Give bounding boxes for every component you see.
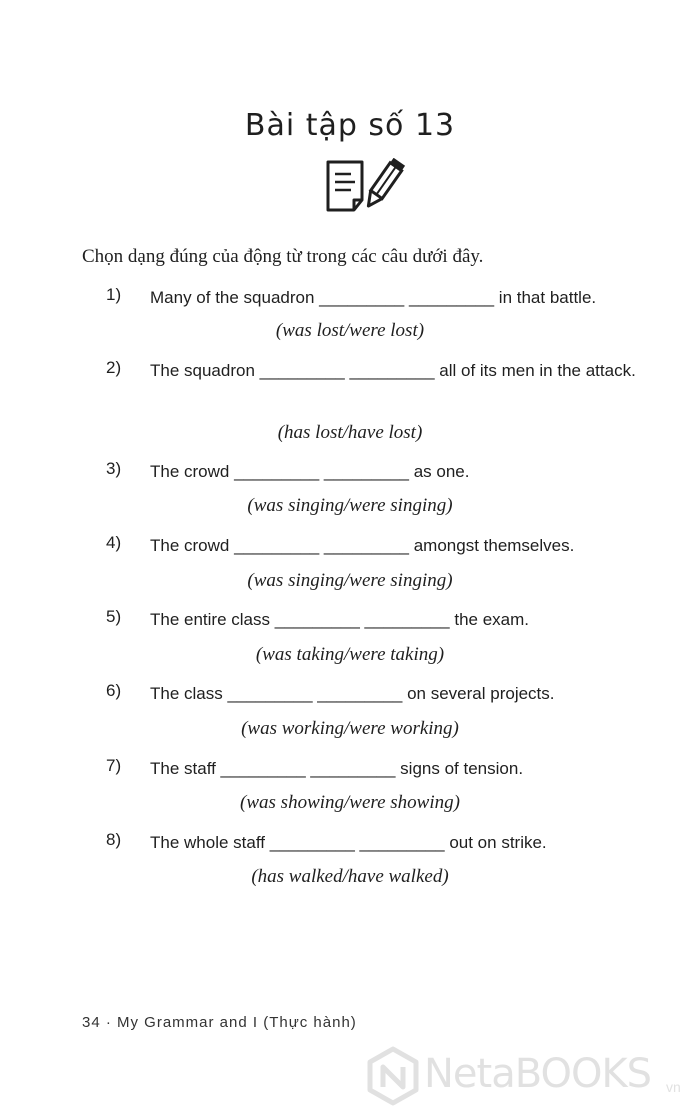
item-hint: (was singing/were singing) — [247, 570, 453, 591]
item-number: 3) — [106, 459, 122, 478]
item-number: 6) — [106, 681, 122, 700]
exercise-title: Bài tập số 13 — [244, 108, 456, 143]
publisher-logo-icon — [366, 1045, 420, 1107]
item-number: 5) — [106, 607, 122, 626]
item-hint: (has walked/have walked) — [251, 866, 449, 887]
item-number: 2) — [106, 358, 122, 377]
instruction-text: Chọn dạng đúng của động từ trong các câu dưới đây. — [82, 246, 484, 267]
item-number: 7) — [106, 756, 122, 775]
watermark-suffix: vn — [666, 1079, 681, 1095]
item-sentence: The entire class _________ _________ the exam. — [150, 610, 529, 629]
item-hint: (was working/were working) — [241, 718, 459, 739]
page-footer: 34 · My Grammar and I (Thực hành) — [82, 1014, 357, 1031]
item-sentence: The crowd _________ _________ as one. — [150, 462, 470, 481]
item-number: 1) — [106, 285, 122, 304]
publisher-watermark — [366, 1045, 696, 1111]
item-hint: (was showing/were showing) — [240, 792, 460, 813]
item-sentence: Many of the squadron _________ _________ in that battle. — [150, 288, 597, 307]
watermark-text: NetaBOOKS — [424, 1051, 652, 1097]
document-pencil-icon — [318, 158, 406, 216]
item-number: 8) — [106, 830, 122, 849]
item-hint: (was taking/were taking) — [255, 644, 445, 665]
item-hint: (was singing/were singing) — [247, 495, 453, 516]
item-number: 4) — [106, 533, 122, 552]
item-sentence: The class _________ _________ on several projects. — [150, 684, 555, 703]
item-sentence: The whole staff _________ _________ out on strike. — [150, 833, 547, 852]
item-sentence: The staff _________ _________ signs of tension. — [150, 759, 524, 778]
item-hint: (was lost/were lost) — [275, 320, 425, 341]
item-hint: (has lost/have lost) — [277, 422, 423, 443]
item-sentence: The squadron _________ _________ all of its men in the attack. — [150, 361, 636, 380]
item-sentence: The crowd _________ _________ amongst themselves. — [150, 536, 575, 555]
